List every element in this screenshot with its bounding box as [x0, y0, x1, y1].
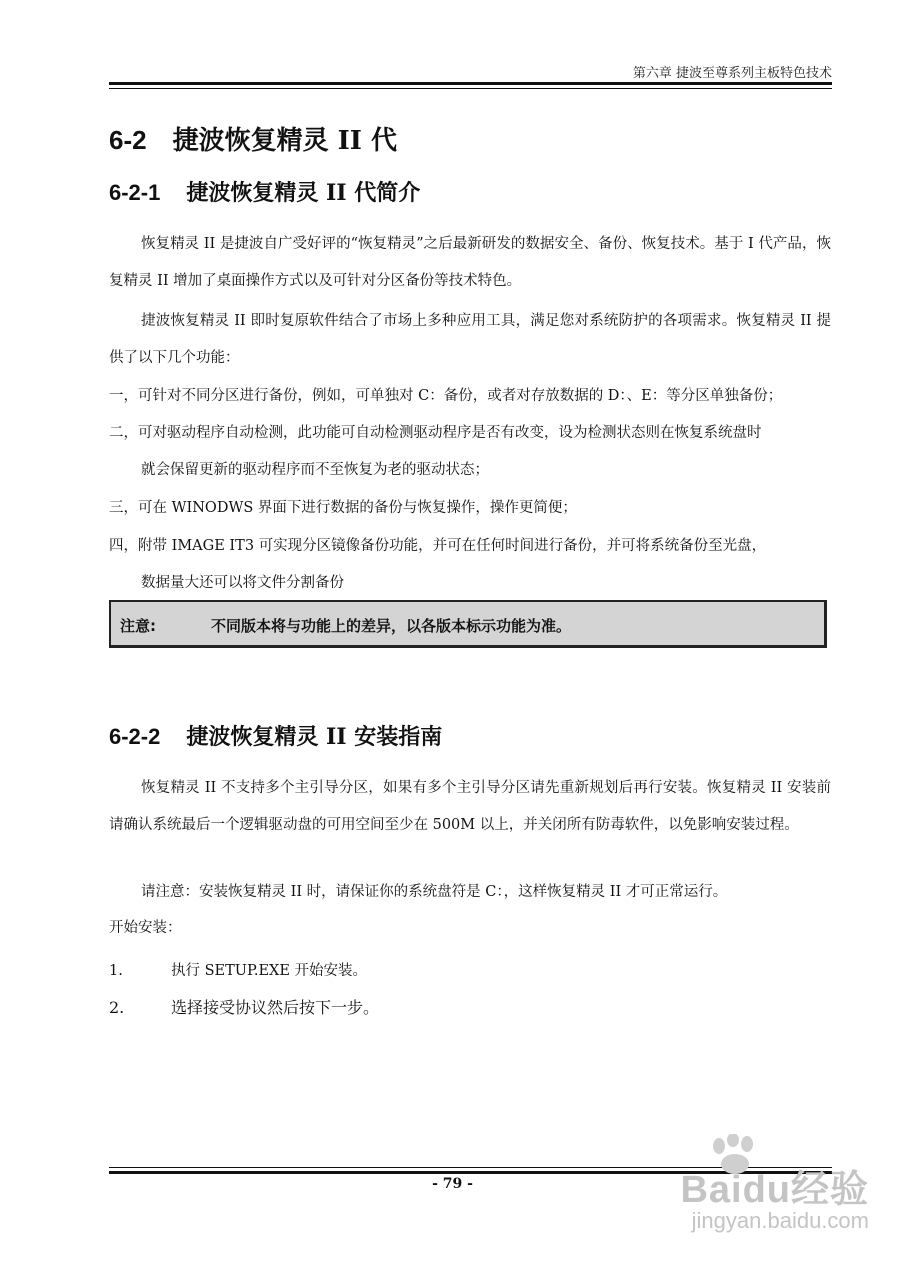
intro-paragraph-2: 捷波恢复精灵 II 即时复原软件结合了市场上多种应用工具，满足您对系统防护的各项需求。恢复精灵 II 提供了以下几个功能：: [109, 313, 831, 366]
section-heading: [109, 120, 397, 157]
feature-item-4: [109, 528, 831, 602]
watermark-logo: Baidu经验: [680, 1169, 869, 1211]
intro-paragraph-1: 恢复精灵 II 是捷波自广受好评的“恢复精灵”之后最新研发的数据安全、备份、恢复技术。基于 I 代产品，恢复精灵 II 增加了桌面操作方式以及可针对分区备份等技术特色。: [109, 236, 831, 289]
install-paragraph-1: 恢复精灵 II 不支持多个主引导分区，如果有多个主引导分区请先重新规划后再行安装。恢复精灵 II 安装前请确认系统最后一个逻辑驱动盘的可用空间至少在 500M 以上，并关闭所有防毒软件，以免影响安装过程。: [109, 780, 831, 833]
feature-item-line: 四，附带 IMAGE IT3 可实现分区镜像备份功能，并可在任何时间进行备份，并可将系统备份至光盘，: [109, 538, 767, 554]
install-paragraph-2: 请注意：安装恢复精灵 II 时，请保证你的系统盘符是 C：，这样恢复精灵 II 才可正常运行。: [141, 884, 728, 900]
subsection-title: 捷波恢复精灵 II 代简介: [186, 180, 421, 206]
subsection-heading-1: [109, 176, 420, 207]
install-step-1: [109, 959, 367, 980]
feature-item-2: [109, 415, 831, 489]
note-box: [109, 600, 827, 648]
step-text: 选择接受协议然后按下一步。: [171, 998, 380, 1017]
feature-item-line: 三，可在 WINODWS 界面下进行数据的备份与恢复操作，操作更简便；: [109, 500, 577, 516]
page-number: - 79 -: [432, 1176, 473, 1192]
feature-item-line: 一，可针对不同分区进行备份，例如，可单独对 C：备份，或者对存放数据的 D：、E：等分区单独备份；: [109, 388, 783, 404]
watermark-url: jingyan.baidu.com: [691, 1208, 869, 1233]
subsection-number: 6-2-2: [109, 724, 161, 749]
install-start-label: 开始安装：: [109, 920, 182, 936]
note-text: 不同版本将与功能上的差异，以各版本标示功能为准。: [211, 617, 572, 635]
subsection-number: 6-2-1: [109, 180, 161, 205]
subsection-title: 捷波恢复精灵 II 安装指南: [186, 724, 443, 750]
install-step-2: [109, 995, 379, 1018]
header-rule-thin: [109, 88, 832, 89]
baidu-watermark: [639, 1140, 869, 1260]
feature-item-continuation: 数据量大还可以将文件分割备份: [141, 575, 344, 591]
section-title: 捷波恢复精灵 II 代: [172, 126, 398, 156]
step-number: 2.: [109, 998, 125, 1017]
step-text: 执行 SETUP.EXE 开始安装。: [171, 963, 368, 979]
feature-item-line: 二，可对驱动程序自动检测，此功能可自动检测驱动程序是否有改变，设为检测状态则在恢复系统盘时: [109, 425, 762, 441]
feature-item-1: [109, 378, 831, 415]
header-rule-thick: [109, 82, 832, 85]
running-header: 第六章 捷波至尊系列主板特色技术: [632, 66, 832, 81]
note-label: 注意:: [120, 617, 156, 635]
feature-item-continuation: 就会保留更新的驱动程序而不至恢复为老的驱动状态；: [141, 462, 489, 478]
feature-item-3: [109, 490, 831, 527]
step-number: 1.: [109, 963, 123, 979]
section-number: 6-2: [109, 125, 147, 155]
subsection-heading-2: [109, 720, 442, 751]
